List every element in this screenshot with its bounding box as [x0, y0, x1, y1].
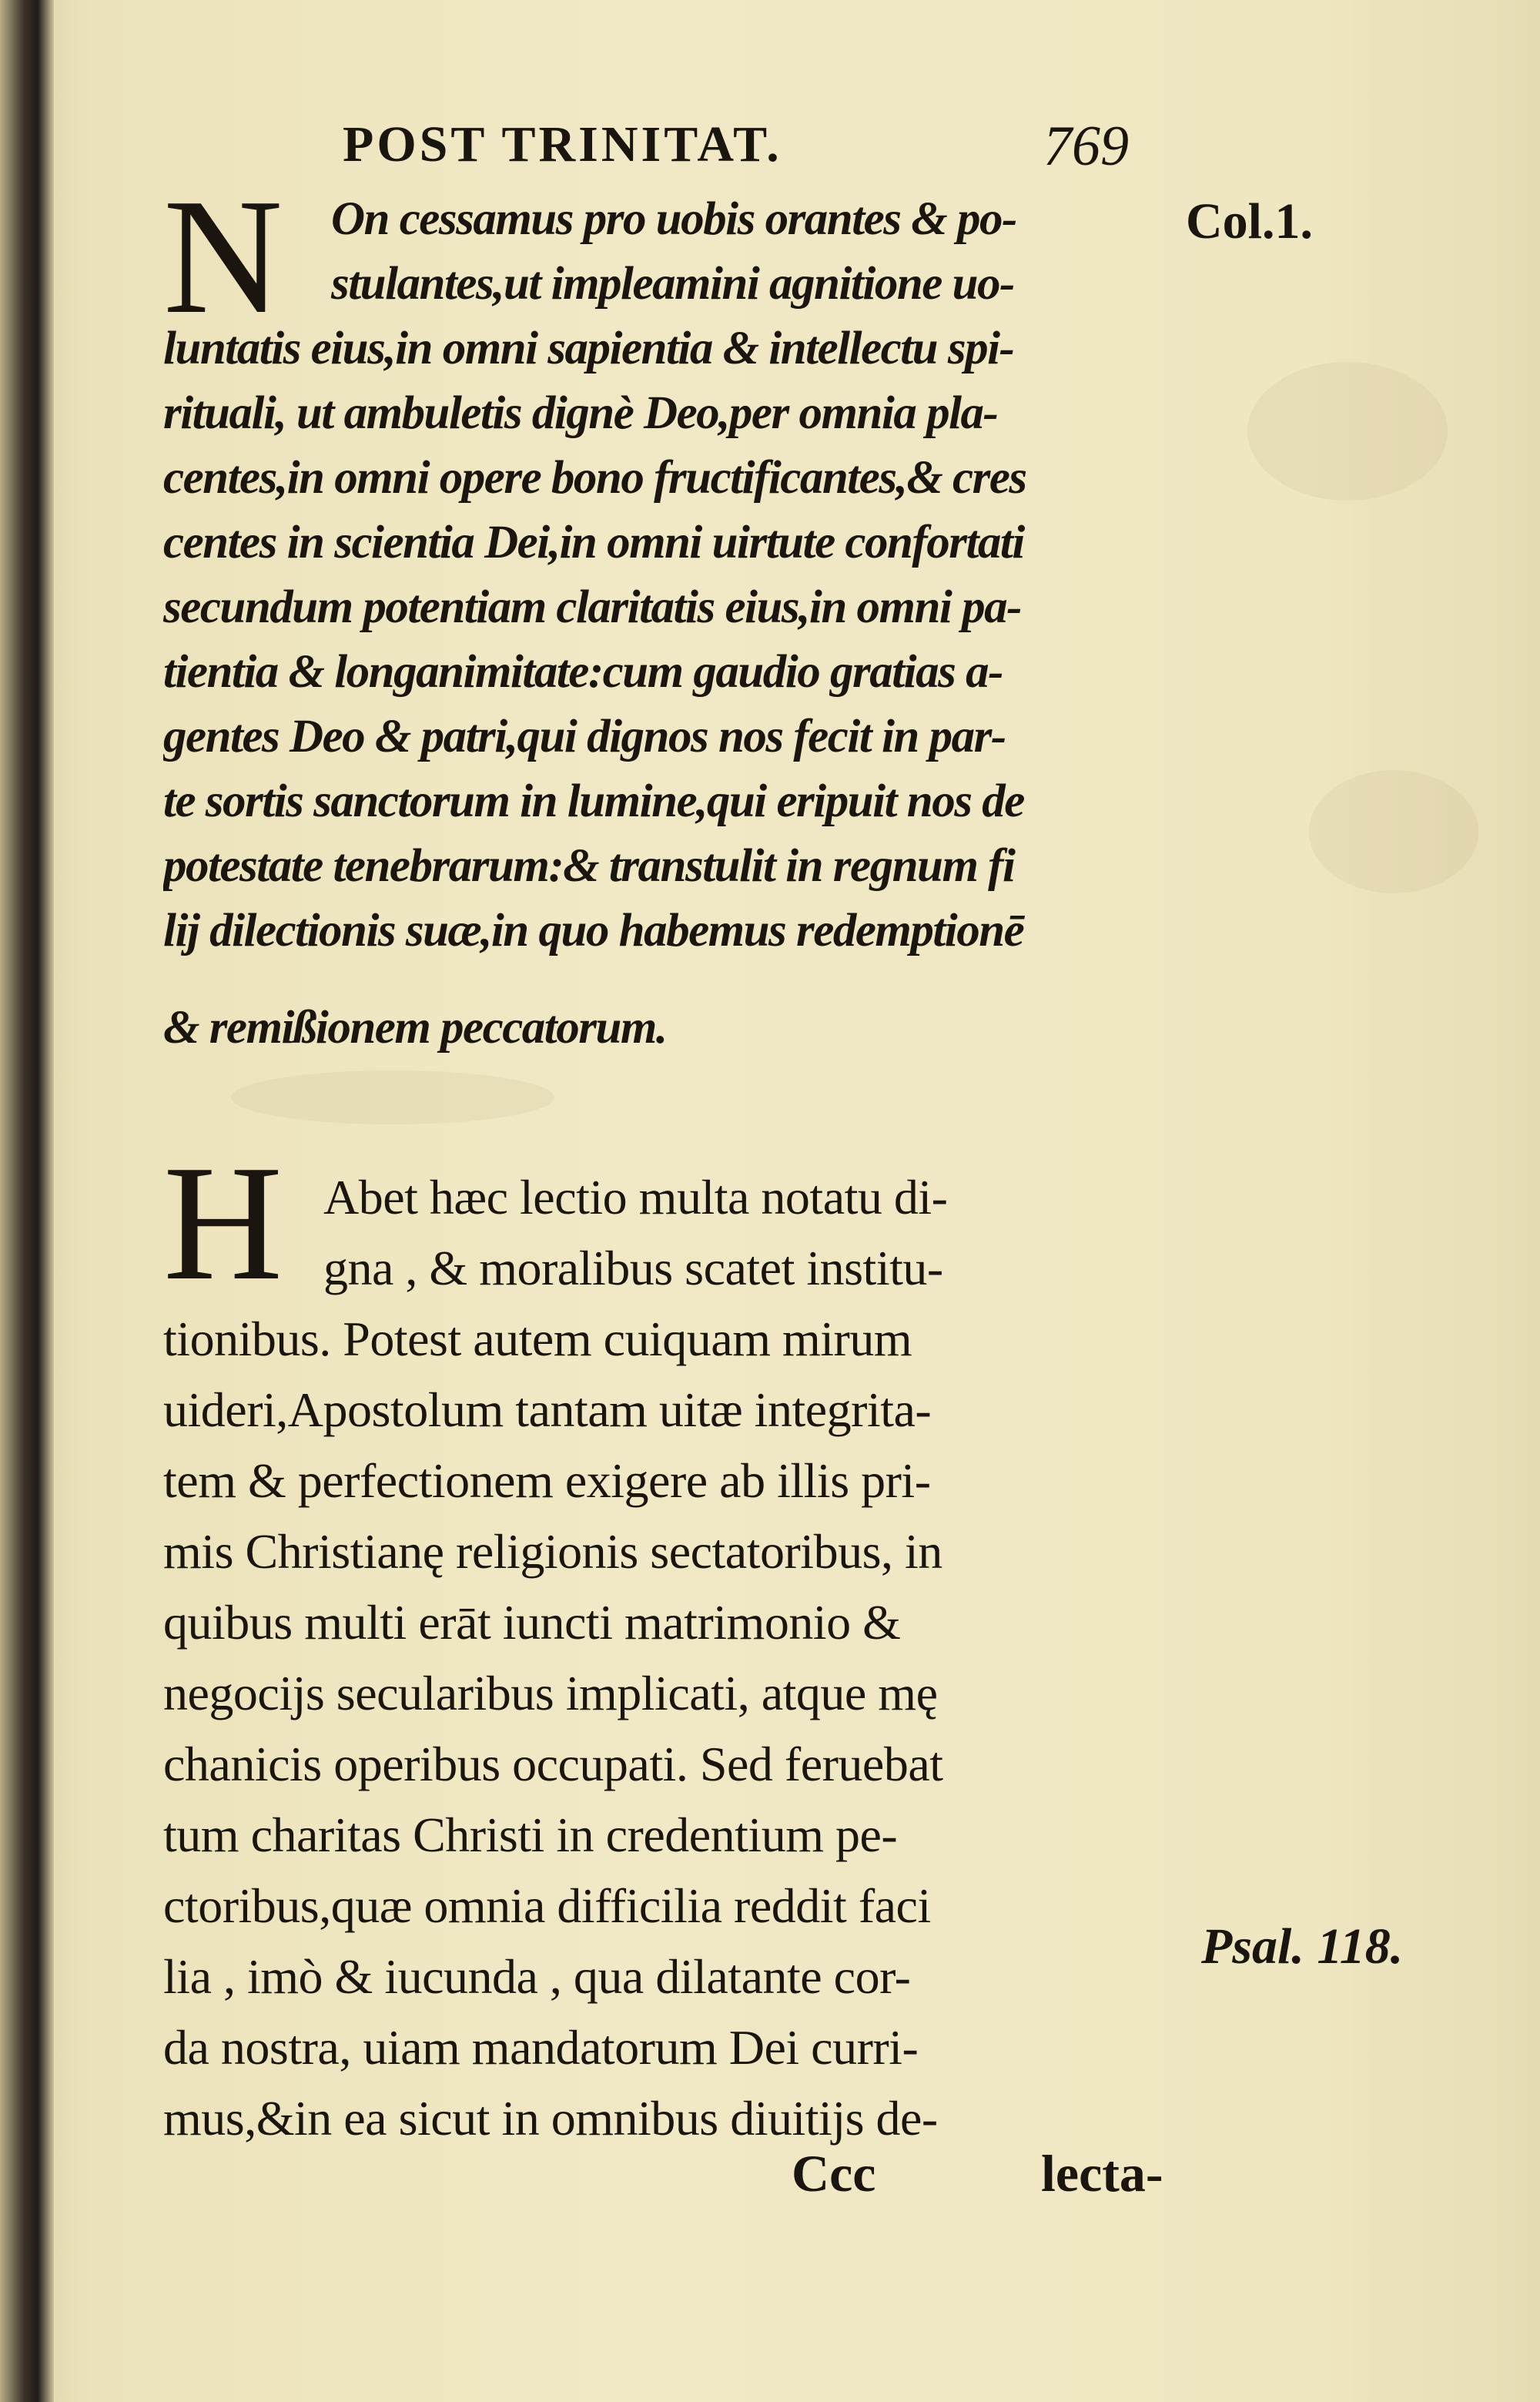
- commentary-line: Abet hæc lectio multa notatu di-: [323, 1170, 948, 1224]
- epistle-line: On cessamus pro uobis orantes & po-: [331, 193, 1016, 245]
- commentary-line: tum charitas Christi in credentium pe-: [163, 1807, 898, 1862]
- commentary-line: tem & perfectionem exigere ab illis pri-: [163, 1453, 931, 1508]
- paper-stain: [1247, 362, 1448, 501]
- paper-stain: [231, 1070, 554, 1124]
- epistle-line: stulantes,ut impleamini agnitione uo-: [331, 258, 1014, 310]
- catchword: lecta-: [1041, 2144, 1163, 2203]
- commentary-line: ctoribus,quæ omnia difficilia reddit faci: [163, 1878, 931, 1933]
- epistle-line: te sortis sanctorum in lumine,qui eripuit nos de: [163, 776, 1024, 827]
- running-title: POST TRINITAT.: [343, 116, 782, 173]
- commentary-line: chanicis operibus occupati. Sed feruebat: [163, 1737, 943, 1791]
- epistle-line: rituali, ut ambuletis dignè Deo,per omnia pla-: [163, 387, 998, 439]
- signature-mark: Ccc: [792, 2144, 876, 2203]
- commentary-line: quibus multi erāt iuncti matrimonio &: [163, 1595, 901, 1650]
- epistle-line: centes,in omni opere bono fructificantes,& cres: [163, 452, 1026, 504]
- paper-stain: [1309, 770, 1478, 893]
- epistle-line: lij dilectionis suæ,in quo habemus redemptionē: [163, 905, 1024, 956]
- commentary-line: tionibus. Potest autem cuiquam mirum: [163, 1312, 912, 1366]
- commentary-line: negocijs secularibus implicati, atque mę: [163, 1666, 938, 1720]
- epistle-line: & remißionem peccatorum.: [163, 1002, 667, 1054]
- epistle-line: luntatis eius,in omni sapientia & intellectu spi-: [163, 323, 1014, 374]
- epistle-line: gentes Deo & patri,qui dignos nos fecit in par-: [163, 711, 1006, 762]
- epistle-line: centes in scientia Dei,in omni uirtute confortati: [163, 517, 1024, 568]
- epistle-line: tientia & longanimitate:cum gaudio gratias a-: [163, 646, 1003, 698]
- commentary-line: da nostra, uiam mandatorum Dei curri-: [163, 2020, 919, 2075]
- epistle-drop-cap: N: [163, 164, 283, 348]
- commentary-line: gna , & moralibus scatet institu-: [323, 1241, 943, 1295]
- commentary-line: lia , imò & iucunda , qua dilatante cor-: [163, 1949, 911, 2004]
- commentary-line: mus,&in ea sicut in omnibus diuitijs de-: [163, 2091, 938, 2146]
- epistle-line: potestate tenebrarum:& transtulit in regnum fi: [163, 840, 1015, 892]
- margin-note-psal: Psal. 118.: [1201, 1918, 1404, 1975]
- commentary-line: uideri,Apostolum tantam uitæ integrita-: [163, 1382, 932, 1437]
- book-spine-shadow: [0, 0, 54, 2402]
- commentary-line: mis Christianę religionis sectatoribus, in: [163, 1524, 942, 1579]
- epistle-line: secundum potentiam claritatis eius,in omni pa-: [163, 581, 1021, 633]
- margin-note-col: Col.1.: [1186, 193, 1313, 250]
- page-number: 769: [1043, 115, 1129, 178]
- commentary-drop-cap: H: [163, 1131, 283, 1315]
